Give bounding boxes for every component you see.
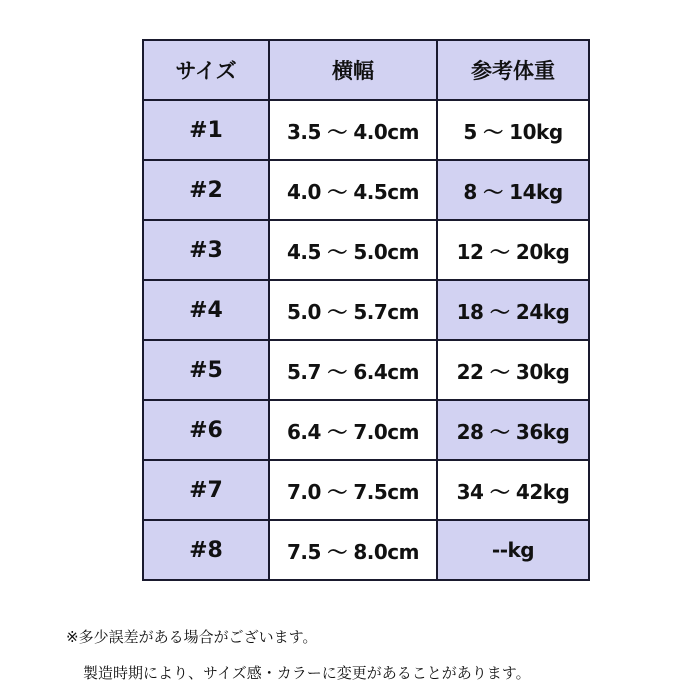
width-cell: 3.5 ～ 4.0cm: [269, 100, 437, 160]
table-row: [143, 280, 589, 340]
size-cell: #2: [143, 160, 269, 220]
width-cell: 6.4 ～ 7.0cm: [269, 400, 437, 460]
size-cell: #5: [143, 340, 269, 400]
size-cell: #6: [143, 400, 269, 460]
weight-cell: 12 ～ 20kg: [437, 220, 589, 280]
size-cell: #4: [143, 280, 269, 340]
table-row: [143, 160, 589, 220]
manufacturing-note: 製造時期により、サイズ感・カラーに変更があることがあります。: [83, 664, 531, 682]
size-chart-table: [142, 39, 590, 581]
width-cell: 4.0 ～ 4.5cm: [269, 160, 437, 220]
width-cell: 4.5 ～ 5.0cm: [269, 220, 437, 280]
size-cell: #3: [143, 220, 269, 280]
table-row: [143, 460, 589, 520]
size-cell: #1: [143, 100, 269, 160]
weight-cell: 5 ～ 10kg: [437, 100, 589, 160]
table-header-row: [143, 40, 589, 100]
table-row: [143, 100, 589, 160]
weight-cell: --kg: [437, 520, 589, 580]
weight-cell: 18 ～ 24kg: [437, 280, 589, 340]
weight-cell: 22 ～ 30kg: [437, 340, 589, 400]
width-cell: 7.0 ～ 7.5cm: [269, 460, 437, 520]
disclaimer-note: ※多少誤差がある場合がございます。: [66, 628, 318, 646]
width-cell: 5.7 ～ 6.4cm: [269, 340, 437, 400]
header-size: サイズ: [143, 40, 269, 100]
table-row: [143, 400, 589, 460]
header-width: 横幅: [269, 40, 437, 100]
table-row: [143, 340, 589, 400]
header-weight: 参考体重: [437, 40, 589, 100]
width-cell: 5.0 ～ 5.7cm: [269, 280, 437, 340]
weight-cell: 28 ～ 36kg: [437, 400, 589, 460]
weight-cell: 8 ～ 14kg: [437, 160, 589, 220]
width-cell: 7.5 ～ 8.0cm: [269, 520, 437, 580]
size-cell: #7: [143, 460, 269, 520]
weight-cell: 34 ～ 42kg: [437, 460, 589, 520]
table-row: [143, 220, 589, 280]
table-row: [143, 520, 589, 580]
size-cell: #8: [143, 520, 269, 580]
